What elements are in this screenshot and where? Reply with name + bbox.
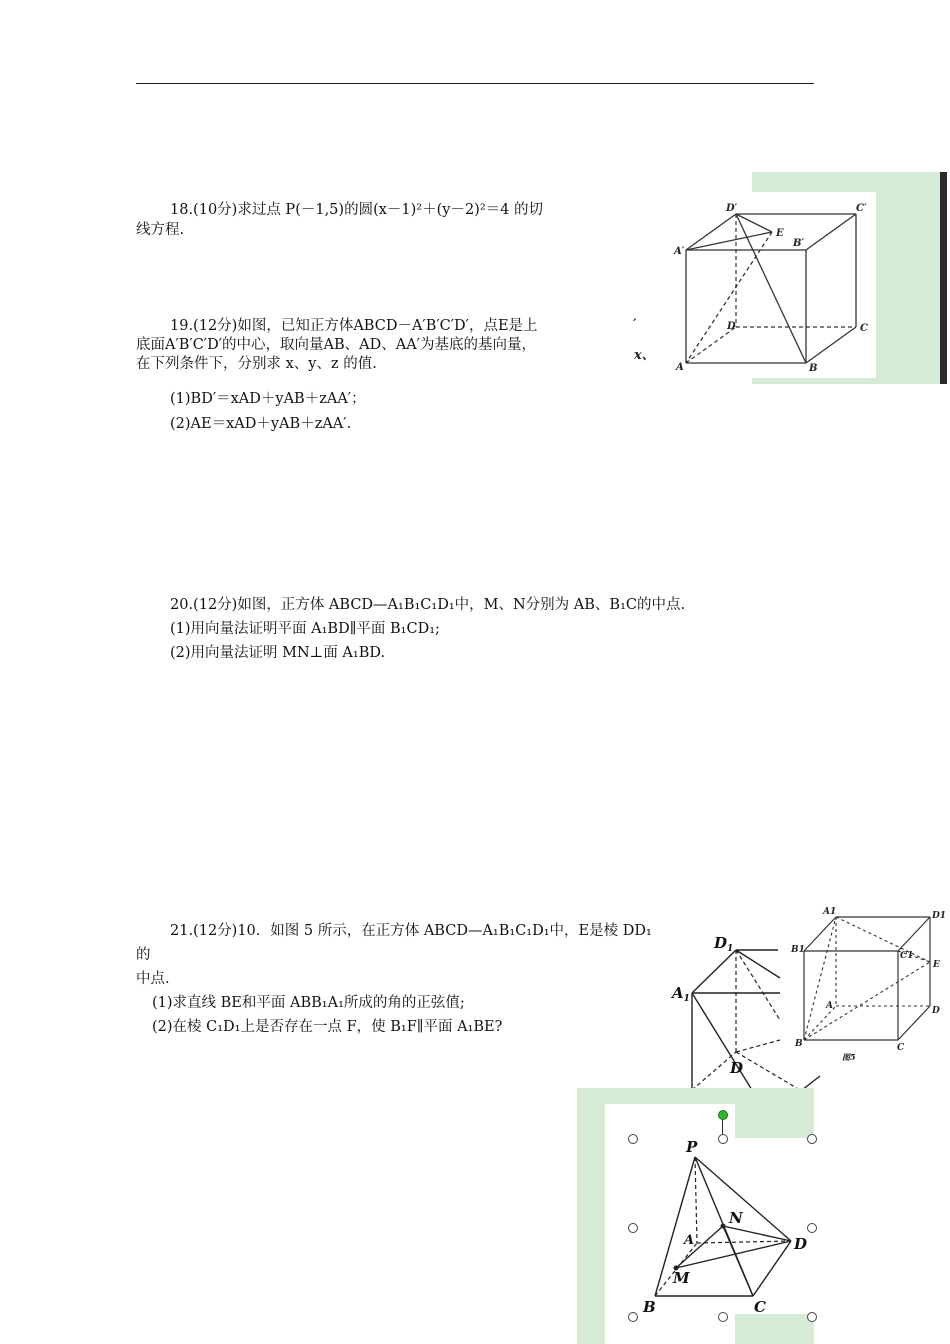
label-D: D: [932, 1006, 940, 1016]
label-Cp: C′: [856, 203, 867, 214]
problem-21-sub1: (1)求直线 BE和平面 ABB₁A₁所成的角的正弦值;: [152, 995, 465, 1011]
problem-18-line1: 18.(10分)求过点 P(－1,5)的圆(x－1)²＋(y－2)²＝4 的切: [170, 202, 543, 218]
label-C1: C1: [900, 951, 914, 961]
problem-19-line3: 在下列条件下，分别求 x、y、z 的值.: [136, 356, 377, 372]
edge-P-D: [695, 1157, 791, 1241]
label-N: N: [729, 1209, 743, 1227]
label-E: E: [933, 960, 940, 970]
label-Bp: B′: [793, 238, 805, 249]
segment-N-D: [723, 1226, 791, 1241]
label-A: A: [684, 1233, 695, 1248]
problem-18-line2: 线方程.: [136, 222, 185, 238]
label-A: A: [676, 362, 684, 373]
label-D: D: [794, 1235, 808, 1253]
problem-19-line1: 19.(12分)如图，已知正方体ABCD－A′B′C′D′，点E是上: [170, 318, 538, 334]
problem-20-line1: 20.(12分)如图，正方体 ABCD—A₁B₁C₁D₁中，M、N分别为 AB、B₁C的中点.: [170, 597, 686, 613]
label-figure5-caption: 图5: [842, 1052, 856, 1062]
hidden-edge-A-D: [697, 1241, 791, 1243]
problem-21-line1: 21.(12分)10．如图 5 所示，在正方体 ABCD—A₁B₁C₁D₁中，E是棱 DD₁的: [136, 923, 652, 963]
label-D1: D1: [932, 911, 947, 921]
label-M: M: [673, 1269, 690, 1287]
label-D: D: [730, 1059, 744, 1077]
label-B1: B1: [791, 945, 805, 955]
point-N: [721, 1224, 726, 1229]
label-A: A: [826, 1001, 833, 1011]
label-Ap: A′: [674, 246, 685, 257]
label-A1: A1: [823, 907, 837, 917]
problem-19-line2: 底面A′B′C′D′的中心，取向量AB、AD、AA′为基底的基向量，: [136, 337, 536, 353]
label-D: D: [727, 321, 736, 332]
label-edge-quote: ′: [633, 317, 637, 332]
label-B: B: [795, 1039, 803, 1049]
label-E: E: [776, 228, 784, 239]
problem-21-sub2: (2)在棱 C₁D₁上是否存在一点 F，使 B₁F∥平面 A₁BE?: [152, 1019, 503, 1035]
problem-20-sub1: (1)用向量法证明平面 A₁BD∥平面 B₁CD₁;: [170, 621, 440, 637]
label-C: C: [754, 1298, 766, 1316]
segment-N-C: [723, 1226, 753, 1296]
label-A1: $A_1$: [672, 984, 690, 1004]
label-D1: $D_1$: [714, 934, 734, 954]
label-B: B: [809, 363, 818, 374]
label-P: P: [686, 1138, 698, 1156]
problem-19-sub2: (2)AE＝xAD＋yAB＋zAA′.: [170, 416, 352, 432]
label-edge-x: x、: [634, 348, 655, 363]
label-Dp: D′: [726, 203, 738, 214]
label-B: B: [643, 1298, 656, 1316]
problem-21-line2: 中点.: [136, 971, 170, 987]
label-C: C: [897, 1043, 905, 1053]
problem-19-sub1: (1)BD′＝xAD＋yAB＋zAA′；: [170, 391, 366, 407]
label-C: C: [860, 323, 868, 334]
hidden-edge-P-A: [695, 1157, 697, 1243]
problem-20-sub2: (2)用向量法证明 MN⊥面 A₁BD.: [170, 645, 386, 661]
